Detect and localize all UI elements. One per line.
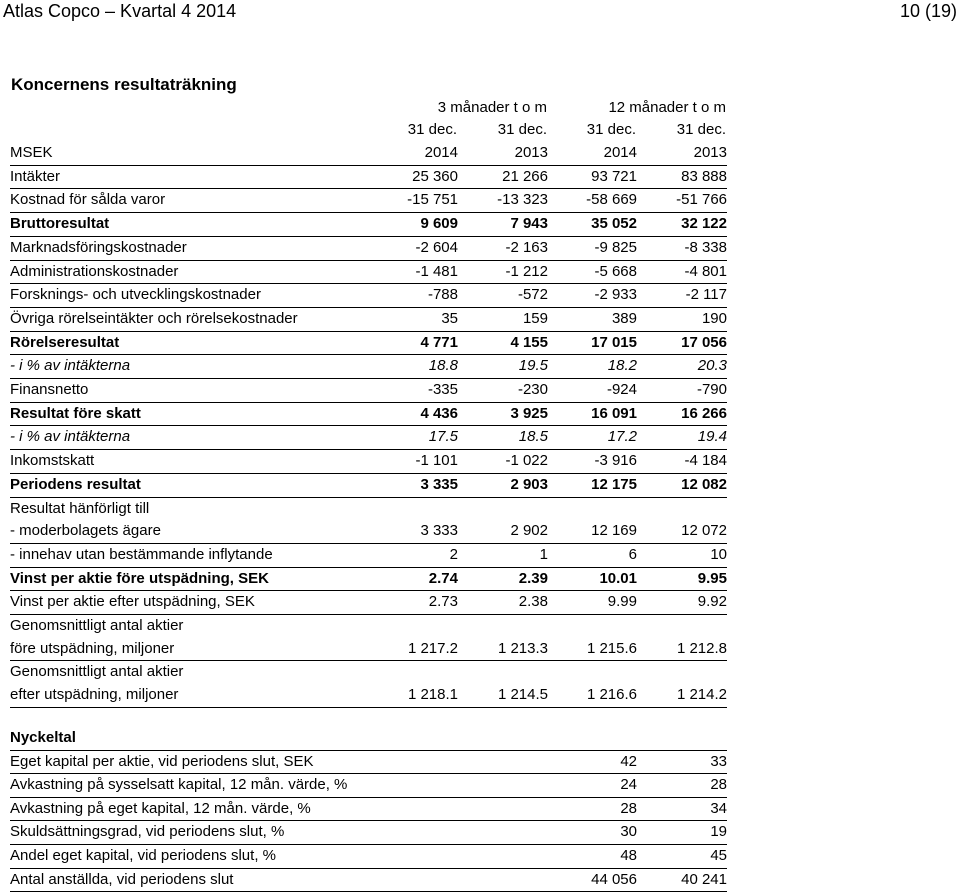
row-value: 12 169 [548,520,637,543]
table-row [10,473,727,497]
date-label-q4-2013: 31 dec. [497,121,547,138]
row-value: -788 [368,284,458,308]
unit-label: MSEK [10,142,368,165]
row-value [548,615,637,638]
row-label: före utspädning, miljoner [10,638,368,661]
key-figure-value: 28 [637,774,727,798]
year-q4-2013: 2013 [458,142,548,165]
row-value: 2.38 [458,591,548,615]
report-title: Atlas Copco – Kvartal 4 2014 [3,1,237,21]
row-value: 12 072 [637,520,727,543]
table-row [10,661,727,684]
table-header-row [10,142,727,165]
row-value: 9.95 [637,567,727,591]
row-label: Kostnad för sålda varor [10,189,368,213]
row-value: 2.74 [368,567,458,591]
key-figure-label: Andel eget kapital, vid periodens slut, % [10,844,548,868]
empty-cell [637,727,727,750]
row-value: 2 902 [458,520,548,543]
row-label: Resultat hänförligt till [10,499,150,517]
row-value: -5 668 [548,260,637,284]
table-row [10,497,727,520]
table-row [10,260,727,284]
table-row [10,821,727,845]
row-value: 10 [637,543,727,567]
table-row [10,165,727,189]
row-value: 2 [368,543,458,567]
table-row [10,774,727,798]
key-figure-value: 44 056 [548,868,637,892]
row-label: Bruttoresultat [10,213,368,237]
row-value [637,615,727,638]
row-value: -1 212 [458,260,548,284]
table-row [10,797,727,821]
row-value: 3 925 [458,402,548,426]
key-figure-value: 28 [548,797,637,821]
date-header [0,121,960,143]
row-value: -13 323 [458,189,548,213]
row-label: - i % av intäkterna [10,355,368,379]
row-label: Marknadsföringskostnader [10,236,368,260]
row-value: 4 436 [368,402,458,426]
row-value [458,497,548,520]
table-row [10,750,727,774]
row-value: 32 122 [637,213,727,237]
row-value: 1 214.2 [637,684,727,707]
row-value: -1 101 [368,450,458,474]
key-figure-label: Skuldsättningsgrad, vid periodens slut, % [10,821,548,845]
period-header [0,99,960,121]
key-figure-value: 30 [548,821,637,845]
row-value: 1 215.6 [548,638,637,661]
row-value [458,661,548,684]
table-row [10,615,727,638]
key-figure-label: Avkastning på eget kapital, 12 mån. värde, % [10,797,548,821]
row-value: 389 [548,307,637,331]
row-value: 4 155 [458,331,548,355]
table-row [10,402,727,426]
row-value: 17 015 [548,331,637,355]
row-value: -924 [548,379,637,403]
row-value: 1 214.5 [458,684,548,707]
row-value: 35 052 [548,213,637,237]
row-value: -4 801 [637,260,727,284]
row-value: 7 943 [458,213,548,237]
row-label: Intäkter [10,165,368,189]
period-12m-label: 12 månader t o m [608,99,726,116]
row-label: - moderbolagets ägare [10,520,368,543]
row-value: 2 903 [458,473,548,497]
key-figures-title-row [10,727,727,750]
row-value: 2.73 [368,591,458,615]
row-value: 12 082 [637,473,727,497]
row-value: 21 266 [458,165,548,189]
row-value: -790 [637,379,727,403]
table-row [10,684,727,707]
row-label: Forsknings- och utvecklingskostnader [10,284,368,308]
row-label: - innehav utan bestämmande inflytande [10,543,368,567]
row-value: -1 481 [368,260,458,284]
key-figure-value: 48 [548,844,637,868]
row-value: -51 766 [637,189,727,213]
key-figure-label: Avkastning på sysselsatt kapital, 12 mån. värde, % [10,774,548,798]
key-figure-label: Antal anställda, vid periodens slut [10,868,548,892]
row-value: -9 825 [548,236,637,260]
row-label: Inkomstskatt [10,450,368,474]
row-value: 1 212.8 [637,638,727,661]
key-figure-value: 33 [637,750,727,774]
row-value [368,661,458,684]
row-value: 2.39 [458,567,548,591]
row-value: 35 [368,307,458,331]
key-figure-value: 42 [548,750,637,774]
table-row [10,638,727,661]
table-row [10,567,727,591]
table-row [10,844,727,868]
row-value: -8 338 [637,236,727,260]
key-figures-table [10,727,727,892]
table-row [10,284,727,308]
table-row [10,355,727,379]
row-value: 9.92 [637,591,727,615]
income-statement-table [10,142,727,708]
row-value: 1 [458,543,548,567]
row-label: Vinst per aktie efter utspädning, SEK [10,591,368,615]
row-value: 1 217.2 [368,638,458,661]
period-3m-label: 3 månader t o m [437,99,547,116]
date-label-fy-2014: 31 dec. [586,121,636,138]
row-label: Genomsnittligt antal aktier [10,617,184,635]
row-value: 12 175 [548,473,637,497]
row-value: 18.8 [368,355,458,379]
row-value: -58 669 [548,189,637,213]
row-value [548,497,637,520]
key-figure-value: 45 [637,844,727,868]
income-statement-title: Koncernens resultaträkning [11,75,237,94]
row-value: 9.99 [548,591,637,615]
row-value: -2 604 [368,236,458,260]
row-label: Övriga rörelseintäkter och rörelsekostnader [10,307,368,331]
table-row [10,450,727,474]
row-value [637,661,727,684]
row-value: 1 218.1 [368,684,458,707]
row-value: -572 [458,284,548,308]
table-row [10,189,727,213]
date-label-q4-2014: 31 dec. [407,121,457,138]
row-value: -2 117 [637,284,727,308]
empty-cell [548,727,637,750]
row-value: 83 888 [637,165,727,189]
key-figure-value: 19 [637,821,727,845]
row-value: 20.3 [637,355,727,379]
table-row [10,379,727,403]
row-value: 25 360 [368,165,458,189]
key-figure-label: Eget kapital per aktie, vid periodens slut, SEK [10,750,548,774]
row-label: Finansnetto [10,379,368,403]
key-figures-title: Nyckeltal [10,727,548,750]
row-label: Periodens resultat [10,473,368,497]
year-q4-2014: 2014 [368,142,458,165]
row-value: 1 216.6 [548,684,637,707]
row-value [368,615,458,638]
page-header [0,0,960,28]
row-value: -2 933 [548,284,637,308]
row-value: 17.2 [548,426,637,450]
row-label: Rörelseresultat [10,331,368,355]
page-number: 10 (19) [899,1,957,21]
row-value: 17 056 [637,331,727,355]
row-value [548,661,637,684]
key-figure-value: 40 241 [637,868,727,892]
row-value: 19.4 [637,426,727,450]
row-value: -2 163 [458,236,548,260]
table-row [10,307,727,331]
row-value: -1 022 [458,450,548,474]
row-value: -335 [368,379,458,403]
row-value: -230 [458,379,548,403]
table-row [10,426,727,450]
table-row [10,331,727,355]
row-value: 16 266 [637,402,727,426]
row-value: 190 [637,307,727,331]
row-value: 18.2 [548,355,637,379]
row-value [637,497,727,520]
row-value: 93 721 [548,165,637,189]
row-value: 18.5 [458,426,548,450]
row-value: 9 609 [368,213,458,237]
row-value: 16 091 [548,402,637,426]
date-label-fy-2013: 31 dec. [676,121,726,138]
row-value: 4 771 [368,331,458,355]
row-label: - i % av intäkterna [10,426,368,450]
row-value: 159 [458,307,548,331]
table-row [10,236,727,260]
row-label: Resultat före skatt [10,402,368,426]
row-label: Vinst per aktie före utspädning, SEK [10,567,368,591]
row-value: 6 [548,543,637,567]
key-figure-value: 24 [548,774,637,798]
table-row [10,543,727,567]
table-row [10,213,727,237]
row-value: 17.5 [368,426,458,450]
year-fy-2014: 2014 [548,142,637,165]
row-value: 3 335 [368,473,458,497]
row-value: -15 751 [368,189,458,213]
row-value: 3 333 [368,520,458,543]
table-row [10,868,727,892]
row-value [368,497,458,520]
row-value [458,615,548,638]
row-label: Administrationskostnader [10,260,368,284]
row-value: 1 213.3 [458,638,548,661]
row-value: -3 916 [548,450,637,474]
row-value: 19.5 [458,355,548,379]
key-figure-value: 34 [637,797,727,821]
table-row [10,520,727,543]
table-row [10,591,727,615]
year-fy-2013: 2013 [637,142,727,165]
row-label: efter utspädning, miljoner [10,684,368,707]
row-value: 10.01 [548,567,637,591]
row-value: -4 184 [637,450,727,474]
row-label: Genomsnittligt antal aktier [10,663,184,681]
